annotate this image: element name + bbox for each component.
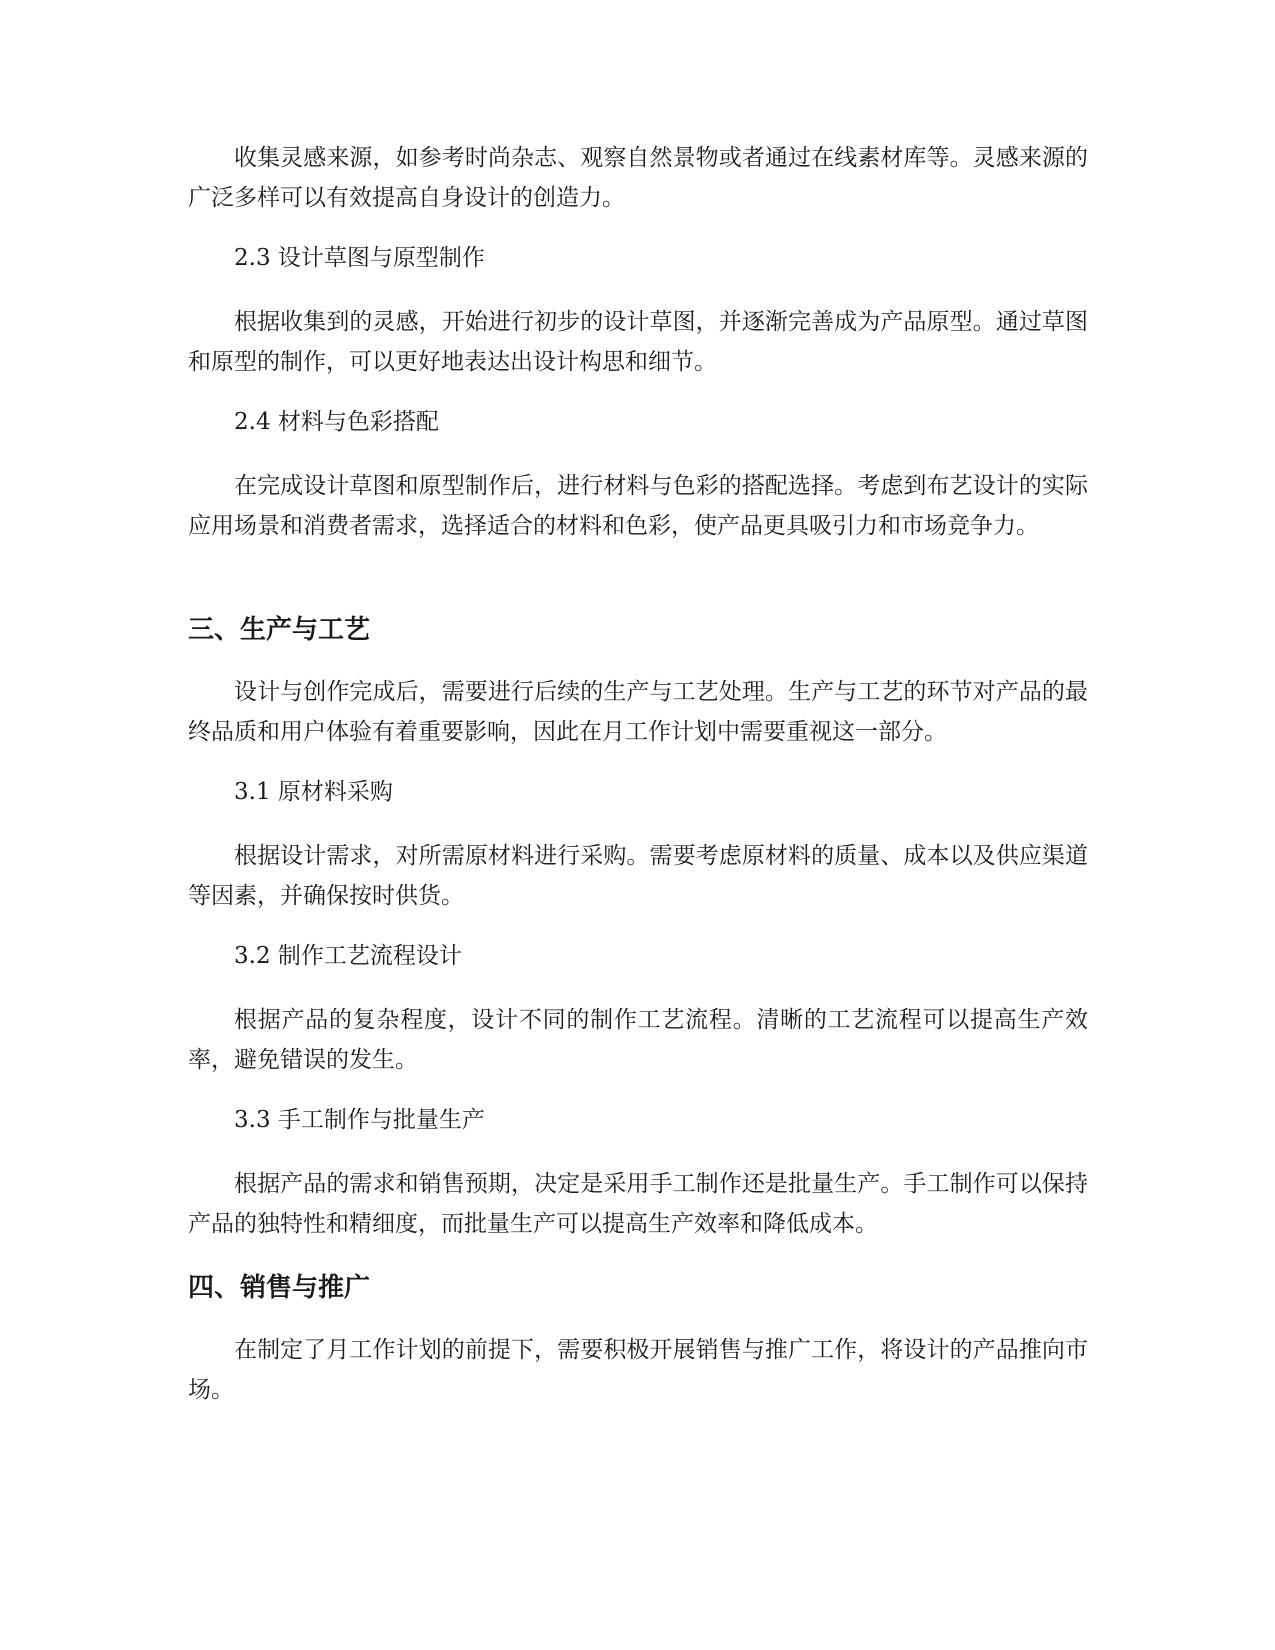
paragraph-raw-material-purchase: 根据设计需求，对所需原材料进行采购。需要考虑原材料的质量、成本以及供应渠道等因素，并确保按时供货。 [188, 843, 1088, 909]
paragraph-inspiration-sources: 收集灵感来源，如参考时尚杂志、观察自然景物或者通过在线素材库等。灵感来源的广泛多样可以有效提高自身设计的创造力。 [188, 145, 1088, 211]
subheading-2-4: 2.4 材料与色彩搭配 [234, 409, 439, 435]
paragraph-material-color: 在完成设计草图和原型制作后，进行材料与色彩的搭配选择。考虑到布艺设计的实际应用场景和消费者需求，选择适合的材料和色彩，使产品更具吸引力和市场竞争力。 [188, 473, 1088, 539]
paragraph-sales-promotion: 在制定了月工作计划的前提下，需要积极开展销售与推广工作，将设计的产品推向市场。 [188, 1337, 1088, 1403]
subheading-3-2: 3.2 制作工艺流程设计 [234, 943, 462, 969]
subheading-3-1: 3.1 原材料采购 [234, 779, 393, 805]
paragraph-handmade-vs-batch: 根据产品的需求和销售预期，决定是采用手工制作还是批量生产。手工制作可以保持产品的独特性和精细度，而批量生产可以提高生产效率和降低成本。 [188, 1171, 1088, 1237]
subheading-3-3: 3.3 手工制作与批量生产 [234, 1107, 485, 1133]
section-heading-4: 四、销售与推广 [188, 1273, 371, 1303]
paragraph-process-design: 根据产品的复杂程度，设计不同的制作工艺流程。清晰的工艺流程可以提高生产效率，避免错误的发生。 [188, 1007, 1088, 1073]
section-heading-3: 三、生产与工艺 [188, 615, 371, 645]
paragraph-production-intro: 设计与创作完成后，需要进行后续的生产与工艺处理。生产与工艺的环节对产品的最终品质和用户体验有着重要影响，因此在月工作计划中需要重视这一部分。 [188, 679, 1088, 745]
subheading-2-3: 2.3 设计草图与原型制作 [234, 245, 485, 271]
paragraph-sketch-prototype: 根据收集到的灵感，开始进行初步的设计草图，并逐渐完善成为产品原型。通过草图和原型的制作，可以更好地表达出设计构思和细节。 [188, 309, 1088, 375]
